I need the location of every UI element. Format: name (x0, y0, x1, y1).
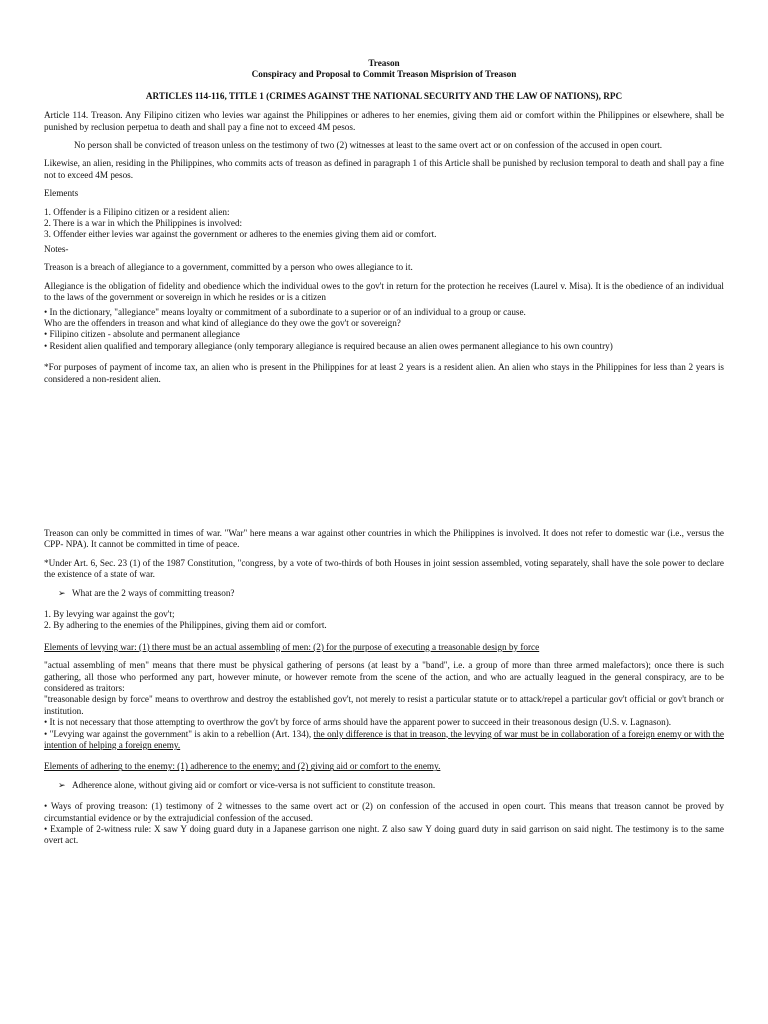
rebellion-paragraph (44, 729, 724, 752)
allegiance-line: • Resident alien qualified and temporary allegiance (only temporary allegiance is required because an alien owes permanent allegiance to his own country) (44, 340, 613, 351)
element-item: 2. There is a war in which the Philippines is involved: (44, 218, 243, 229)
blank-space (44, 392, 724, 528)
element-item: 1. Offender is a Filipino citizen or a resident alien: (44, 206, 230, 217)
arrow-bullet-icon: ➢ (58, 587, 66, 598)
alien-paragraph: Likewise, an alien, residing in the Philippines, who commits acts of treason as defined in paragraph 1 of this Article shall be punished by reclusion temporal to death and shall pay a fine not to exceed 4M pesos. (44, 158, 724, 180)
adherence-text: Adherence alone, without giving aid or comfort or vice-versa is not sufficient to constitute treason. (72, 779, 436, 790)
proving-notes (44, 801, 724, 847)
elements-list (44, 207, 724, 256)
breach-paragraph: Treason is a breach of allegiance to a government, committed by a person who owes allegiance to it. (44, 262, 413, 273)
adherence-bullet (44, 780, 724, 791)
adhering-heading: Elements of adhering to the enemy: (1) adherence to the enemy; and (2) giving aid or comfort to the enemy. (44, 761, 441, 772)
allegiance-line: • In the dictionary, "allegiance" means loyalty or commitment of a subordinate to a superior or of an individual to a group or cause. (44, 306, 526, 317)
question-bullet (44, 588, 724, 599)
witness-paragraph: No person shall be convicted of treason unless on the testimony of two (2) witnesses at least to the same overt act or on confession of the accused in open court. (74, 140, 663, 151)
allegiance-line: Who are the offenders in treason and what kind of allegiance do they owe the gov't or sovereign? (44, 317, 401, 328)
question-text: What are the 2 ways of committing treason? (72, 587, 235, 598)
allegiance-line: • Filipino citizen - absolute and permanent allegiance (44, 329, 240, 340)
document-title: Treason (368, 58, 400, 68)
levying-heading: Elements of levying war: (1) there must be an actual assembling of men: (2) for the purpose of executing a treasonable design by force (44, 641, 540, 652)
element-item: 3. Offender either levies war against the government or adheres to the enemies giving them aid or comfort. (44, 229, 437, 240)
arrow-bullet-icon: ➢ (58, 779, 66, 790)
rebellion-text: • "Levying war against the government" is akin to a rebellion (Art. 134), (44, 728, 314, 739)
ways-list (44, 609, 724, 632)
article-114-paragraph: Article 114. Treason. Any Filipino citizen who levies war against the Philippines or adheres to her enemies, giving them aid or comfort within the Philippines or elsewhere, shall be punished by reclusion perpetua to death and shall pay a fine not to exceed 4M pesos. (44, 110, 724, 132)
war-paragraph: Treason can only be committed in times of war. "War" here means a war against other countries in which the Philippines is involved. It does not refer to domestic war (i.e., versus the CPP- NPA). It cannot be committed in time of peace. (44, 527, 724, 550)
articles-heading: ARTICLES 114-116, TITLE 1 (CRIMES AGAINST THE NATIONAL SECURITY AND THE LAW OF NATIONS), RPC (145, 90, 623, 101)
allegiance-list (44, 307, 724, 353)
income-tax-paragraph: *For purposes of payment of income tax, an alien who is present in the Philippines for at least 2 years is a resident alien. An alien who stays in the Philippines for less than 2 years is considered a non-resident alien. (44, 362, 724, 384)
way-item: 2. By adhering to the enemies of the Philippines, giving them aid or comfort. (44, 620, 327, 631)
constitution-paragraph: *Under Art. 6, Sec. 23 (1) of the 1987 Constitution, "congress, by a vote of two-thirds of both Houses in joint session assembled, voting separately, shall have the sole power to declare the existence of a state of war. (44, 557, 724, 580)
design-paragraph: "treasonable design by force" means to overthrow and destroy the established gov't, not merely to resist a particular statute or to attack/repel a particular gov't official or gov't branch or institution. (44, 694, 724, 716)
proving-paragraph: • Ways of proving treason: (1) testimony of 2 witnesses to the same overt act or (2) on confession of the accused in open court. This means that treason cannot be proved by circumstantial evidence or by the extrajudicial confession of the accused. (44, 801, 724, 823)
rebellion-underlined-text: the only difference is that in treason, the levying of war must be in collaboration of a foreign enemy or with the intention of helping a foreign enemy. (44, 728, 724, 751)
example-paragraph: • Example of 2-witness rule: X saw Y doing guard duty in a Japanese garrison one night. Z also saw Y doing guard duty in said garrison on said night. The testimony is to the same overt act. (44, 824, 724, 846)
document-page (44, 58, 724, 847)
notes-label: Notes- (44, 243, 69, 254)
assembling-paragraph: "actual assembling of men" means that there must be physical gathering of persons (at least by a "band", i.e. a group of more than three armed malefactors); once there is such gathering, all those who performed any part, however minute, or however remote from the scene of the action, and who are actually leagued in the general conspiracy, are to be considered as traitors: (44, 660, 724, 693)
elements-heading: Elements (44, 188, 79, 199)
way-item: 1. By levying war against the gov't; (44, 608, 175, 619)
power-paragraph: • It is not necessary that those attempting to overthrow the gov't by force of arms should have the apparent power to succeed in their treasonous design (U.S. v. Lagnason). (44, 717, 672, 728)
allegiance-paragraph: Allegiance is the obligation of fidelity and obedience which the individual owes to the gov't in return for the protection he receives (Laurel v. Misa). It is the obedience of an individual to the laws of the government or sovereign in which he resides or is a citizen (44, 280, 724, 303)
document-subtitle: Conspiracy and Proposal to Commit Treason Misprision of Treason (251, 69, 517, 80)
levying-notes (44, 660, 724, 751)
